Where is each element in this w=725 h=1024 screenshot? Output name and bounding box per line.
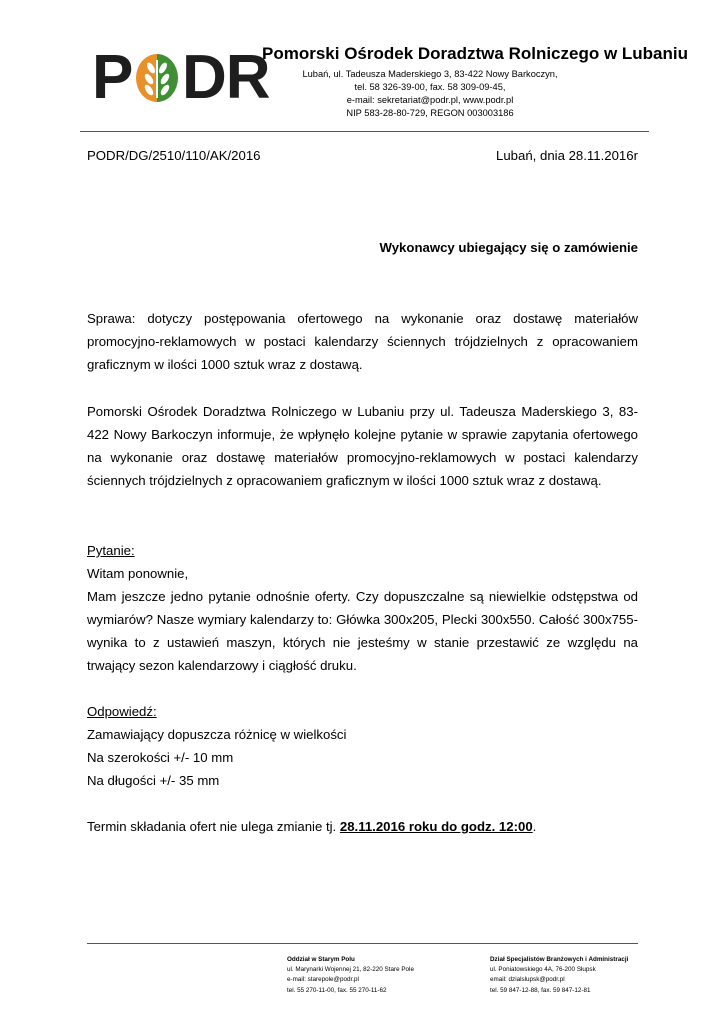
footer-divider xyxy=(87,943,638,944)
logo-letters-dr: DR xyxy=(182,43,270,112)
footer-right-title: Dział Specjalistów Branżowych i Administracji xyxy=(490,956,629,963)
org-name: Pomorski Ośrodek Doradztwa Rolniczego w Lubaniu xyxy=(262,44,689,63)
logo-letter-p: P xyxy=(92,43,133,112)
addressee: Wykonawcy ubiegający się o zamówienie xyxy=(379,240,638,255)
footer-left-phone: tel. 55 270-11-00, fax. 55 270-11-62 xyxy=(287,986,387,994)
footer-right-email: email: dzialslupsk@podr.pl xyxy=(490,976,565,984)
answer-line: Na szerokości +/- 10 mm xyxy=(87,750,234,765)
header-address: Lubań, ul. Tadeusza Maderskiego 3, 83-422 Nowy Barkoczyn, xyxy=(302,69,558,79)
answer-line: Zamawiający dopuszcza różnicę w wielkości xyxy=(87,727,347,742)
footer-left-email: e-mail: starepole@podr.pl xyxy=(287,976,359,984)
question-label: Pytanie: xyxy=(87,543,135,558)
subject-paragraph: Sprawa: dotyczy postępowania ofertowego na wykonanie oraz dostawę materiałów promocyjno-reklamowych w postaci kalendarzy ściennych trójdzielnych z opracowaniem graficznym w ilości 1000 sztuk wraz z dostawą. xyxy=(87,311,638,372)
question-greeting: Witam ponownie, xyxy=(87,566,189,581)
header-email: e-mail: sekretariat@podr.pl, www.podr.pl xyxy=(346,95,514,105)
footer-right-phone: tel. 59 847-12-88, fax. 59 847-12-81 xyxy=(490,986,591,994)
footer-branch-slupsk xyxy=(490,955,628,996)
deadline-suffix: . xyxy=(532,819,537,834)
reference-number: PODR/DG/2510/110/AK/2016 xyxy=(87,148,261,163)
header-phone: tel. 58 326-39-00, fax. 58 309-09-45, xyxy=(354,82,506,92)
question-text: Mam jeszcze jedno pytanie odnośnie oferty. Czy dopuszczalne są niewielkie odstępstwa od wymiarów? Nasze wymiary kalendarzy to: Główka 300x205, Plecki 300x550. Całość 300x755- wynika to z ustawień maszyn, których nie jesteśmy w stanie przestawić ze względu na trwający sezon kalendarzowy i ciągłość druku. xyxy=(87,589,638,673)
header-divider xyxy=(80,131,649,132)
answer-label: Odpowiedź: xyxy=(87,704,157,719)
place-and-date: Lubań, dnia 28.11.2016r xyxy=(495,148,638,163)
footer-branch-stare-pole xyxy=(287,955,414,996)
deadline-paragraph xyxy=(87,815,638,838)
logo-wheat-circle-icon xyxy=(134,52,180,104)
header-nip-regon: NIP 583-28-80-729, REGON 003003186 xyxy=(346,108,514,118)
footer-left-address: ul. Marynarki Wojennej 21, 82-220 Stare Pole xyxy=(287,966,414,974)
intro-paragraph: Pomorski Ośrodek Doradztwa Rolniczego w Lubaniu przy ul. Tadeusza Maderskiego 3, 83-422 Nowy Barkoczyn informuje, że wpłynęło kolejne pytanie w sprawie zapytania ofertowego na wykonanie oraz dostawę materiałów promocyjno-reklamowych w postaci kalendarzy ściennych trójdzielnych z opracowaniem graficznym w ilości 1000 sztuk wraz z dostawą. xyxy=(87,404,638,488)
footer-right-address: ul. Poniatowskiego 4A, 76-200 Słupsk xyxy=(490,966,596,974)
podr-logo xyxy=(92,43,270,112)
footer-left-title: Oddział w Starym Polu xyxy=(287,956,355,963)
answer-line: Na długości +/- 35 mm xyxy=(87,773,220,788)
deadline-date: 28.11.2016 roku do godz. 12:00 xyxy=(339,819,533,834)
deadline-prefix: Termin składania ofert nie ulega zmianie tj. xyxy=(87,819,340,834)
